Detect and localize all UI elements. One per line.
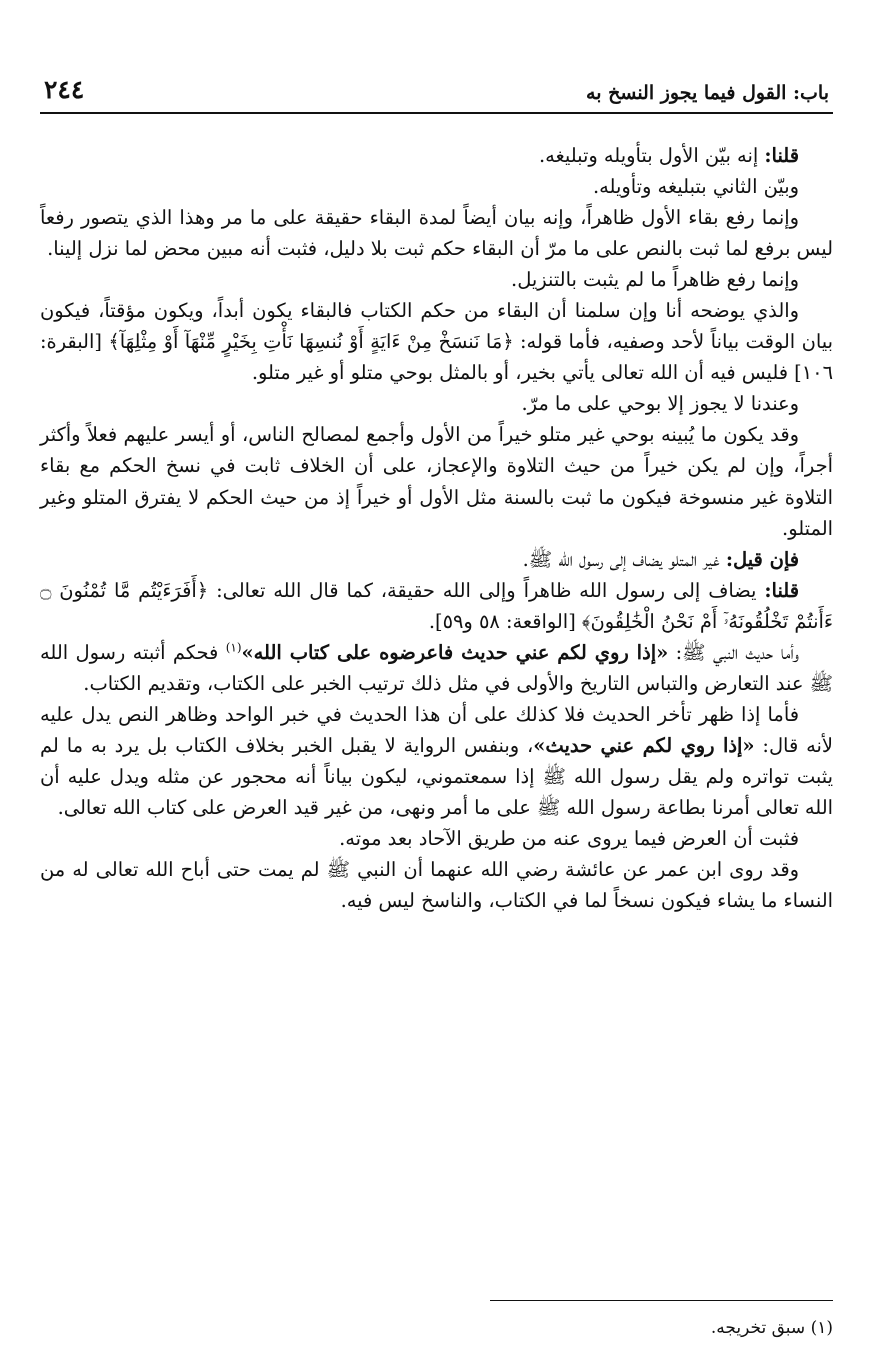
hadith-quote: «إذا روي لكم عني حديث فاعرضوه على كتاب الله» (241, 640, 669, 664)
paragraph-11 (40, 699, 833, 823)
paragraph-3: وإنما رفع بقاء الأول ظاهراً، وإنه بيان أيضاً لمدة البقاء حقيقة على ما مر وهذا الذي يتصور رفعاً ليس برفع لما ثبت بالنص على ما مرّ أن البقاء حكم ثبت بلا دليل، فثبت أنه مبين محض لما نزل إلينا. (40, 206, 833, 261)
footnote-divider (490, 1300, 833, 1301)
page-header (40, 70, 833, 114)
paragraph-5: والذي يوضحه أنا وإن سلمنا أن البقاء من حكم الكتاب فالبقاء يكون أبداً، ويكون مؤقتاً، فيكون بيان الوقت بياناً لأحد وصفيه، فأما قوله: ﴿مَا نَنسَخْ مِنْ ءَايَةٍ أَوْ نُنسِهَا نَأْتِ بِخَيْرٍ مِّنْهَآ أَوْ مِثْلِهَآ﴾ [البقرة: ١٠٦] فليس فيه أن الله تعالى يأتي بخير، أو بالمثل بوحي متلو أو غير متلو. (40, 299, 833, 385)
paragraph-lead: فإن قيل: (725, 547, 799, 571)
paragraph-lead: قلنا: (764, 578, 799, 602)
paragraph-12: فثبت أن العرض فيما يروى عنه من طريق الآحاد بعد موته. (339, 827, 799, 851)
paragraph-text: يضاف إلى رسول الله ظاهراً وإلى الله حقيقة، كما قال الله تعالى: ﴿أَفَرَءَيْتُم مَّا تُمْنُونَ ۝ ءَأَنتُمْ تَخْلُقُونَهُۥٓ أَمْ نَحْنُ الْخَٰلِقُونَ﴾ [الواقعة: ٥٨ و٥٩]. (40, 578, 833, 633)
paragraph-8 (40, 544, 833, 575)
paragraph-6: وعندنا لا يجوز إلا بوحي على ما مرّ. (521, 392, 799, 416)
paragraph-13: وقد روى ابن عمر عن عائشة رضي الله عنهما أن النبي ﷺ لم يمت حتى أباح الله تعالى له من النساء ما يشاء فيكون نسخاً لما في الكتاب، والناسخ ليس فيه. (40, 858, 833, 913)
paragraph-text: ، وبنفس الرواية لا يقبل الخبر بخلاف الكتاب بل يرد به ما لم يثبت تواتره ولم يقل رسول الله ﷺ إذا سمعتموني، ليكون بياناً أنه محجور عن مثله ويدل عليه أن الله تعالى أمرنا بطاعة رسول الله ﷺ على ما أمر ونهى، من غير قيد العرض على كتاب الله تعالى. (40, 733, 833, 819)
paragraph-text: وأما حديث النبي ﷺ: (668, 640, 799, 664)
paragraph-1 (40, 140, 833, 171)
footnote-marker: (١) (810, 1318, 833, 1338)
page-number: ٢٤٤ (44, 75, 85, 104)
paragraph-10 (40, 637, 833, 699)
hadith-quote: «إذا روي لكم عني حديث» (533, 733, 755, 757)
footnote-text: سبق تخريجه. (710, 1318, 806, 1338)
paragraph-text: إنه بيّن الأول بتأويله وتبليغه. (538, 144, 765, 167)
footnote (711, 1318, 833, 1338)
paragraph-7: وقد يكون ما يُبينه بوحي غير متلو خيراً من الأول وأجمع لمصالح الناس، أو أيسر عليهم فعلاً وأكثر أجراً، وإن لم يكن خيراً من حيث التلاوة والإعجاز، على أن الخلاف ثابت في نسخ الحكم مع بقاء التلاوة غير منسوخة فيكون ما ثبت بالسنة مثل الأول أو خيراً إذ من حيث الحكم لا يفترق المتلو وغير المتلو. (40, 423, 833, 540)
paragraph-text: غير المتلو يضاف إلى رسول الله ﷺ. (522, 547, 726, 571)
paragraph-2: وبيّن الثاني بتبليغه وتأويله. (592, 175, 799, 199)
paragraph-4: وإنما رفع ظاهراً ما لم يثبت بالتنزيل. (511, 268, 799, 292)
chapter-title: باب: القول فيما يجوز النسخ به (586, 82, 829, 104)
footnote-ref[interactable]: (١) (225, 640, 242, 655)
paragraph-text: فحكم أثبته رسول الله ﷺ عند التعارض والتباس التاريخ والأولى في مثل ذلك ترتيب الخبر على الكتاب، وتقديم الكتاب. (40, 640, 833, 695)
paragraph-lead: قلنا: (764, 144, 799, 167)
main-text (40, 140, 833, 916)
paragraph-9 (40, 575, 833, 637)
paragraph-text: فأما إذا ظهر تأخر الحديث فلا كذلك على أن هذا الحديث في خبر الواحد وظاهر النص يدل عليه لأنه قال: (40, 702, 833, 757)
